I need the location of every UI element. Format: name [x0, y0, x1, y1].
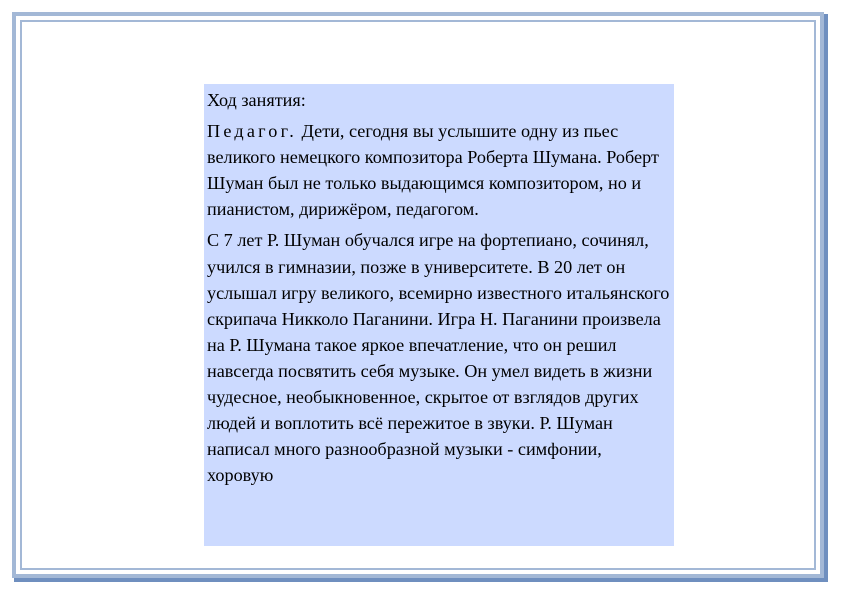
paragraph-1-text: Дети, сегодня вы услышите одну из пьес великого немецкого композитора Роберта Шумана. Роберт Шуман был не только выдающимся композитором, но и пианистом, дирижёром, педагогом. — [207, 121, 659, 220]
lesson-text-box — [204, 84, 674, 546]
frame-shadow-right — [824, 14, 828, 580]
lesson-paragraph-2: С 7 лет Р. Шуман обучался игре на фортепиано, сочинял, учился в гимназии, позже в университете. В 20 лет он услышал игру великого, всемирно известного итальянского скрипача Никколо Паганини. Игра Н. Паганини произвела на Р. Шумана такое яркое впечатление, что он решил навсегда посвятить себя музыке. Он умел видеть в жизни чудесное, необыкновенное, скрытое от взглядов других людей и воплотить всё пережитое в звуки. Р. Шуман написал много разнообразной музыки - симфонии, хоровую — [207, 230, 670, 486]
lesson-heading: Ход занятия: — [207, 90, 306, 110]
speaker-label: Педагог. — [207, 121, 297, 142]
frame-shadow-bottom — [14, 578, 828, 582]
lesson-paragraph-1 — [207, 118, 672, 222]
